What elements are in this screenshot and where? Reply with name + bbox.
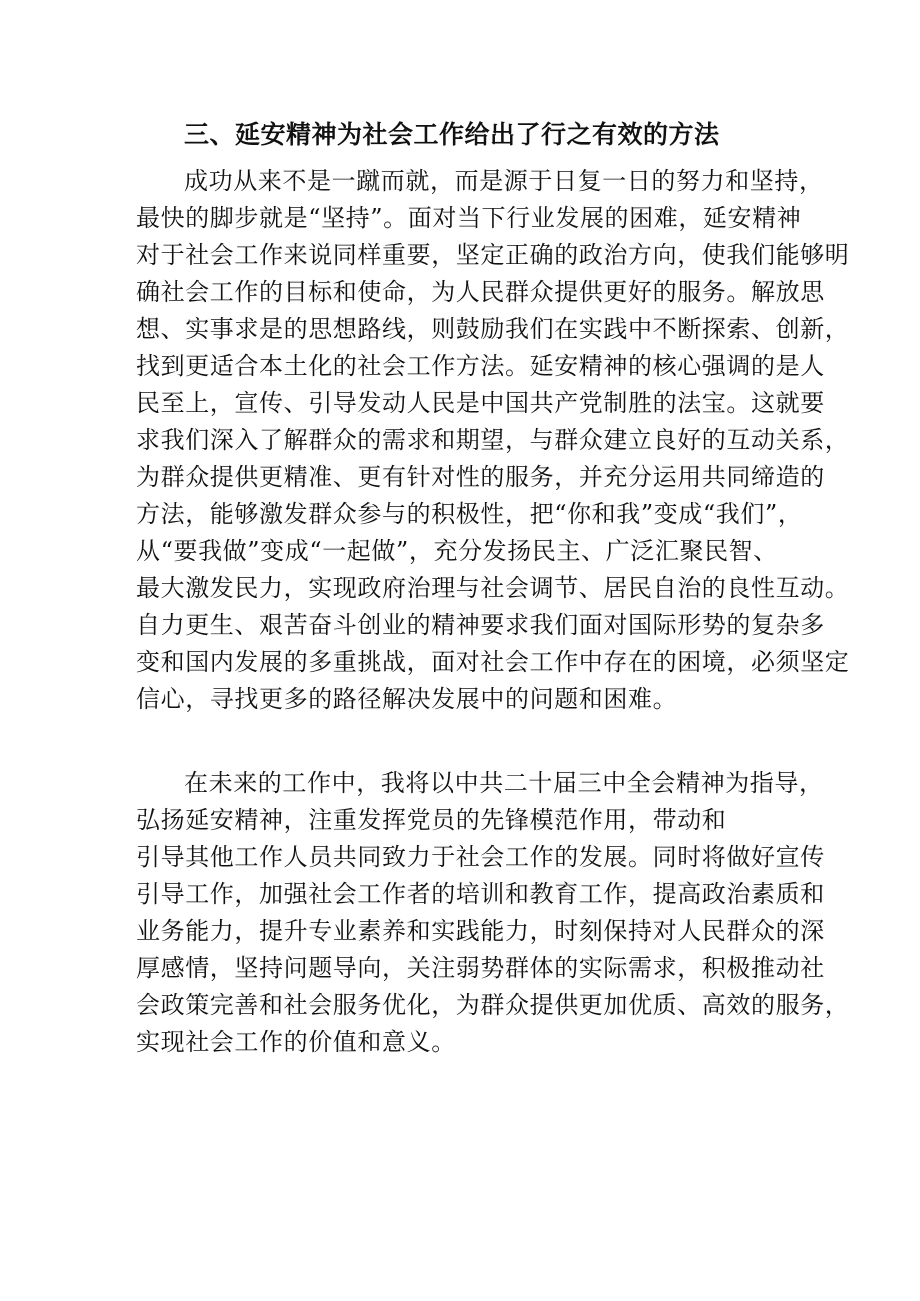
paragraph-line: 方法，能够激发群众参与的积极性，把“你和我”变成“我们”，	[136, 500, 803, 528]
paragraph-line: 信心，寻找更多的路径解决发展中的问题和困难。	[136, 685, 678, 713]
paragraph-line: 想、实事求是的思想路线，则鼓励我们在实践中不断探索、创新，	[136, 315, 850, 343]
paragraph-line: 民至上，宣传、引导发动人民是中国共产党制胜的法宝。这就要	[136, 389, 825, 417]
paragraph-line: 成功从来不是一蹴而就，而是源于日复一日的努力和坚持，	[184, 167, 824, 195]
paragraph-line: 弘扬延安精神，注重发挥党员的先锋模范作用，带动和	[136, 806, 727, 834]
paragraph-line: 最大激发民力，实现政府治理与社会调节、居民自治的良性互动。	[136, 574, 850, 602]
paragraph-line: 变和国内发展的多重挑战，面对社会工作中存在的困境，必须坚定	[136, 648, 850, 676]
section-heading: 三、延安精神为社会工作给出了行之有效的方法	[184, 120, 720, 149]
paragraph-line: 找到更适合本土化的社会工作方法。延安精神的核心强调的是人	[136, 352, 825, 380]
paragraph-line: 自力更生、艰苦奋斗创业的精神要求我们面对国际形势的复杂多	[136, 611, 825, 639]
paragraph-line: 从“要我做”变成“一起做”，充分发扬民主、广泛汇聚民智、	[136, 537, 778, 565]
paragraph-line: 厚感情，坚持问题导向，关注弱势群体的实际需求，积极推动社	[136, 954, 825, 982]
paragraph-line: 业务能力，提升专业素养和实践能力，时刻保持对人民群众的深	[136, 917, 825, 945]
paragraph-line: 为群众提供更精准、更有针对性的服务，并充分运用共同缔造的	[136, 463, 825, 491]
paragraph-line: 最快的脚步就是“坚持”。面对当下行业发展的困难，延安精神	[136, 204, 802, 232]
paragraph-line: 求我们深入了解群众的需求和期望，与群众建立良好的互动关系，	[136, 426, 850, 454]
paragraph-line: 引导工作，加强社会工作者的培训和教育工作，提高政治素质和	[136, 880, 825, 908]
paragraph-line: 对于社会工作来说同样重要，坚定正确的政治方向，使我们能够明	[136, 241, 850, 269]
paragraph-line: 会政策完善和社会服务优化，为群众提供更加优质、高效的服务，	[136, 991, 850, 1019]
paragraph-line: 实现社会工作的价值和意义。	[136, 1028, 456, 1056]
paragraph-line: 确社会工作的目标和使命，为人民群众提供更好的服务。解放思	[136, 278, 825, 306]
paragraph-line: 在未来的工作中，我将以中共二十届三中全会精神为指导，	[184, 769, 824, 797]
paragraph-line: 引导其他工作人员共同致力于社会工作的发展。同时将做好宣传	[136, 843, 825, 871]
